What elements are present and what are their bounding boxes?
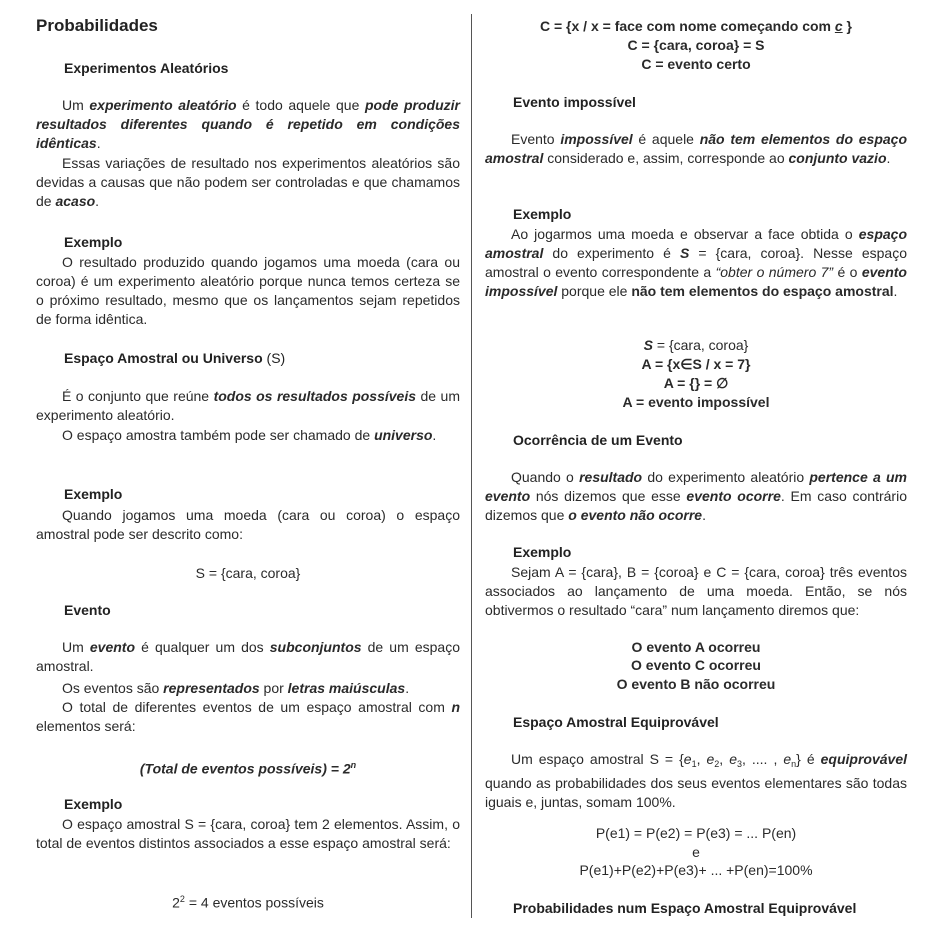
formula-espaco-amostral: S = {cara, coroa} <box>195 565 301 581</box>
formula-a-conjunto: A = {x∈S / x = 7} <box>641 356 751 372</box>
formula-a-vazio: A = {} = ∅ <box>663 375 729 391</box>
paragraph-evento-representacao: Os eventos são representados por letras maiúsculas. <box>62 680 410 696</box>
formula-evento-certo: C = evento certo <box>641 56 751 72</box>
heading-espaco-amostral: Espaço Amostral ou Universo (S) <box>64 350 286 366</box>
column-divider <box>471 14 472 918</box>
paragraph-exemplo-moeda: O resultado produzido quando jogamos uma moeda (cara ou coroa) é um experimento aleatório porque nunca temos certeza se o próximo resultado, mesmo que os lançamentos sejam repetidos de forma idêntica. <box>36 254 460 327</box>
paragraph-espaco-definicao: É o conjunto que reúne todos os resultados possíveis de um experimento aleatório. <box>36 388 460 423</box>
result-evento-c: O evento C ocorreu <box>631 657 761 673</box>
heading-exemplo-2: Exemplo <box>64 486 123 502</box>
heading-ocorrencia: Ocorrência de um Evento <box>513 432 683 448</box>
paragraph-exemplo-impossivel: Ao jogarmos uma moeda e observar a face obtida o espaço amostral do experimento é S = {cara, coroa}. Nesse espaço amostral o evento correspondente a “obter o número 7” é o evento impossível porque ele não tem elementos do espaço amostral. <box>485 226 907 299</box>
formula-e: e <box>692 844 700 860</box>
paragraph-total-eventos: O total de diferentes eventos de um espaço amostral com n elementos será: <box>36 699 460 734</box>
formula-prob-soma: P(e1)+P(e2)+P(e3)+ ... +P(en)=100% <box>579 862 813 878</box>
formula-prob-iguais: P(e1) = P(e2) = P(e3) = ... P(en) <box>595 825 797 841</box>
paragraph-exemplo-ocorrencia: Sejam A = {cara}, B = {coroa} e C = {cara, coroa} três eventos associados ao lançamento de uma moeda. Então, se nós obtivermos o resultado “cara” num lançamento diremos que: <box>485 564 907 618</box>
paragraph-equiprovavel: Um espaço amostral $S = \{e_1$, $e_2$, $e_3$, .... , $e_n$} é equiprovável quando as probabilidades dos seus eventos elementares são todas iguais e, juntas, somam 100%. <box>485 751 907 810</box>
heading-exemplo-1: Exemplo <box>64 234 123 250</box>
formula-total-eventos: (Total de eventos possíveis) = $2^n$ <box>139 760 357 777</box>
heading-equiprovavel: Espaço Amostral Equiprovável <box>513 714 719 730</box>
formula-evento-c-definicao: C = {x / x = face com nome começando com c } <box>539 18 853 34</box>
result-evento-b: O evento B não ocorreu <box>616 676 776 692</box>
paragraph-acaso: Essas variações de resultado nos experimentos aleatórios são devidas a causas que não podem ser controladas e que chamamos de acaso. <box>36 155 460 209</box>
result-evento-a: O evento A ocorreu <box>631 639 761 655</box>
heading-evento-impossivel: Evento impossível <box>513 94 636 110</box>
heading-experimentos: Experimentos Aleatórios <box>64 60 229 76</box>
heading-exemplo-ocorrencia: Exemplo <box>513 544 572 560</box>
formula-s-cara-coroa: S = {cara, coroa} <box>643 337 749 353</box>
heading-exemplo-impossivel: Exemplo <box>513 206 572 222</box>
formula-evento-c-igual-s: C = {cara, coroa} = S <box>627 37 765 53</box>
paragraph-ocorrencia: Quando o resultado do experimento aleatório pertence a um evento nós dizemos que esse evento ocorre. Em caso contrário dizemos que o evento não ocorre. <box>485 469 907 523</box>
paragraph-exemplo-espaco: Quando jogamos uma moeda (cara ou coroa) o espaço amostral pode ser descrito como: <box>36 507 460 542</box>
formula-evento-impossivel: A = evento impossível <box>622 394 770 410</box>
paragraph-universo: O espaço amostra também pode ser chamado de universo. <box>62 427 437 443</box>
heading-exemplo-3: Exemplo <box>64 796 123 812</box>
page-title: Probabilidades <box>36 16 158 35</box>
heading-evento: Evento <box>64 602 111 618</box>
formula-quatro-eventos: $2^2 = 4$ eventos possíveis <box>172 894 324 911</box>
paragraph-experimento-definicao: Um experimento aleatório é todo aquele que pode produzir resultados diferentes quando é repetido em condições idênticas. <box>36 97 460 151</box>
paragraph-impossivel-definicao: Evento impossível é aquele não tem elementos do espaço amostral considerado e, assim, corresponde ao conjunto vazio. <box>485 131 907 166</box>
heading-prob-equiprovavel: Probabilidades num Espaço Amostral Equiprovável <box>513 900 857 916</box>
paragraph-evento-definicao: Um evento é qualquer um dos subconjuntos de um espaço amostral. <box>36 639 460 674</box>
paragraph-exemplo-total: O espaço amostral S = {cara, coroa} tem 2 elementos. Assim, o total de eventos distintos associados a esse espaço amostral será: <box>36 816 460 851</box>
